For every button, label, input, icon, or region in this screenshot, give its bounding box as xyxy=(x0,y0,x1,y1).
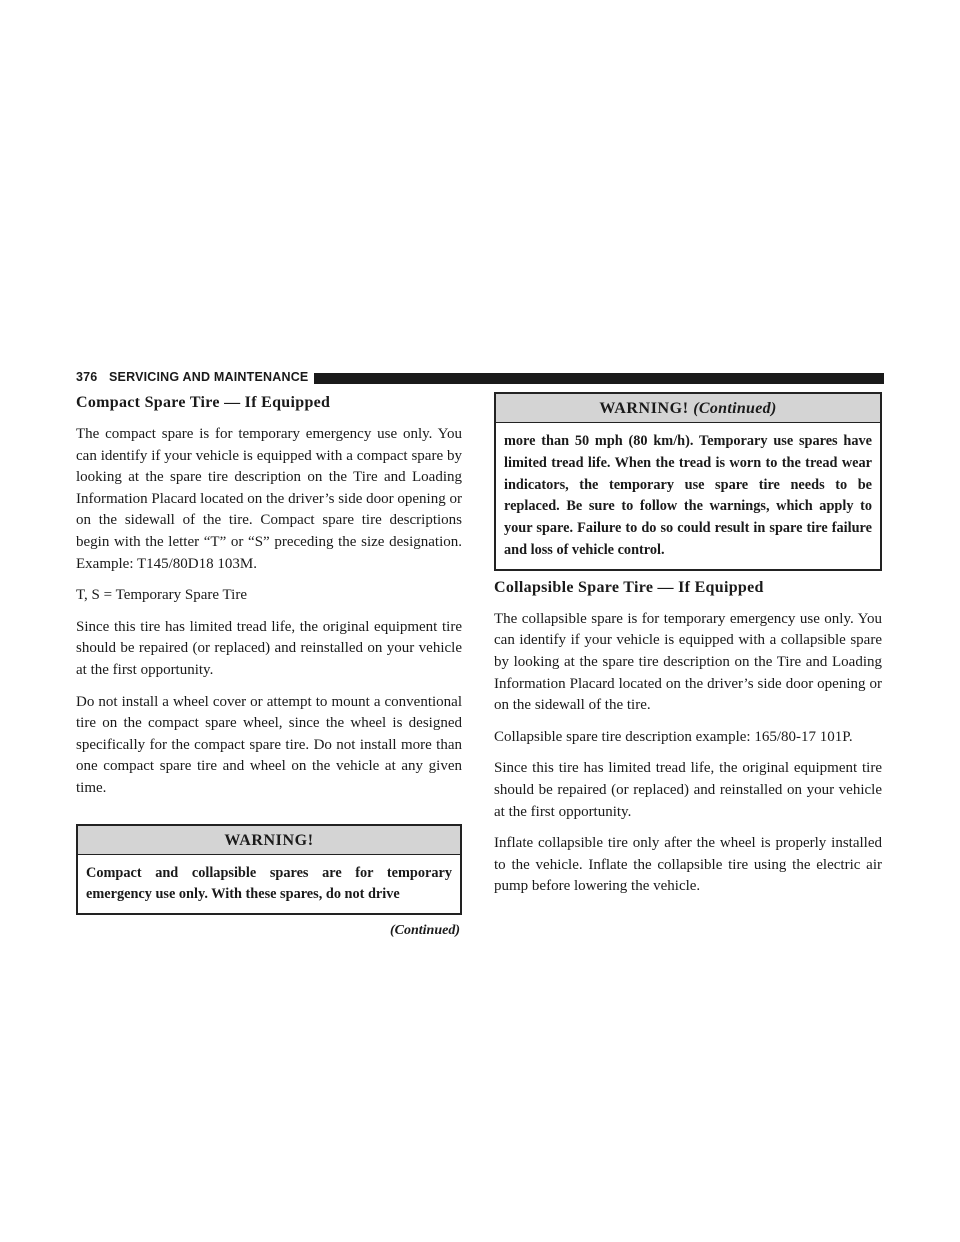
warning-title xyxy=(78,826,460,855)
warning-text: more than 50 mph (80 km/h). Temporary use spares have limited tread life. When the tread is worn to the tread wear indicators, the temporary use spare tire needs to be replaced. Be sure to follow the warnings, which apply to your spare. Failure to do so could result in spare tire failure and loss of vehicle control. xyxy=(504,433,872,558)
warning-box xyxy=(76,824,462,916)
continued-note: (Continued) xyxy=(389,923,460,939)
page-number: 376 xyxy=(76,370,98,384)
warning-title xyxy=(496,394,880,423)
paragraph: T, S = Temporary Spare Tire xyxy=(76,587,248,604)
warning-text: Compact and collapsible spares are for temporary emergency use only. With these spares, do not drive xyxy=(86,864,452,903)
warning-continued-label: (Continued) xyxy=(693,400,777,417)
header-rule xyxy=(314,373,884,384)
paragraph: Since this tire has limited tread life, the original equipment tire should be repaired (or replaced) and reinstalled on your vehicle at the first opportunity. xyxy=(494,760,882,820)
paragraph: The compact spare is for temporary emergency use only. You can identify if your vehicle is equipped with a compact spare by looking at the spare tire description on the Tire and Loading Information Placard located on the driver’s side door opening or on the sidewall of the tire. Compact spare tire descriptions begin with the letter “T” or “S” preceding the size designation. Example: T145/80D18 103M. xyxy=(76,426,462,572)
page-header xyxy=(76,369,884,387)
section-title: SERVICING AND MAINTENANCE xyxy=(109,370,309,384)
collapsible-spare-heading: Collapsible Spare Tire — If Equipped xyxy=(494,578,764,596)
paragraph: The collapsible spare is for temporary emergency use only. You can identify if your vehicle is equipped with a collapsible spare by looking at the spare tire description on the Tire and Loading Information Placard located on the driver’s side door opening or on the sidewall of the tire. xyxy=(494,610,882,714)
compact-spare-heading: Compact Spare Tire — If Equipped xyxy=(76,394,331,411)
left-column xyxy=(76,392,462,939)
paragraph: Collapsible spare tire description example: 165/80-17 101P. xyxy=(494,728,853,745)
paragraph: Inflate collapsible tire only after the wheel is properly installed to the vehicle. Inflate the collapsible tire using the electric air pump before lowering the vehicle. xyxy=(494,835,882,895)
warning-label: WARNING! xyxy=(599,400,689,417)
right-column xyxy=(494,392,882,908)
warning-label: WARNING! xyxy=(224,831,314,849)
paragraph: Do not install a wheel cover or attempt to mount a conventional tire on the compact spare wheel, since the wheel is designed specifically for the compact spare tire. Do not install more than one compact spare tire and wheel on the vehicle at any given time. xyxy=(76,693,462,796)
warning-box-continued xyxy=(494,392,882,571)
paragraph: Since this tire has limited tread life, the original equipment tire should be repaired (or replaced) and reinstalled on your vehicle at the first opportunity. xyxy=(76,618,462,678)
